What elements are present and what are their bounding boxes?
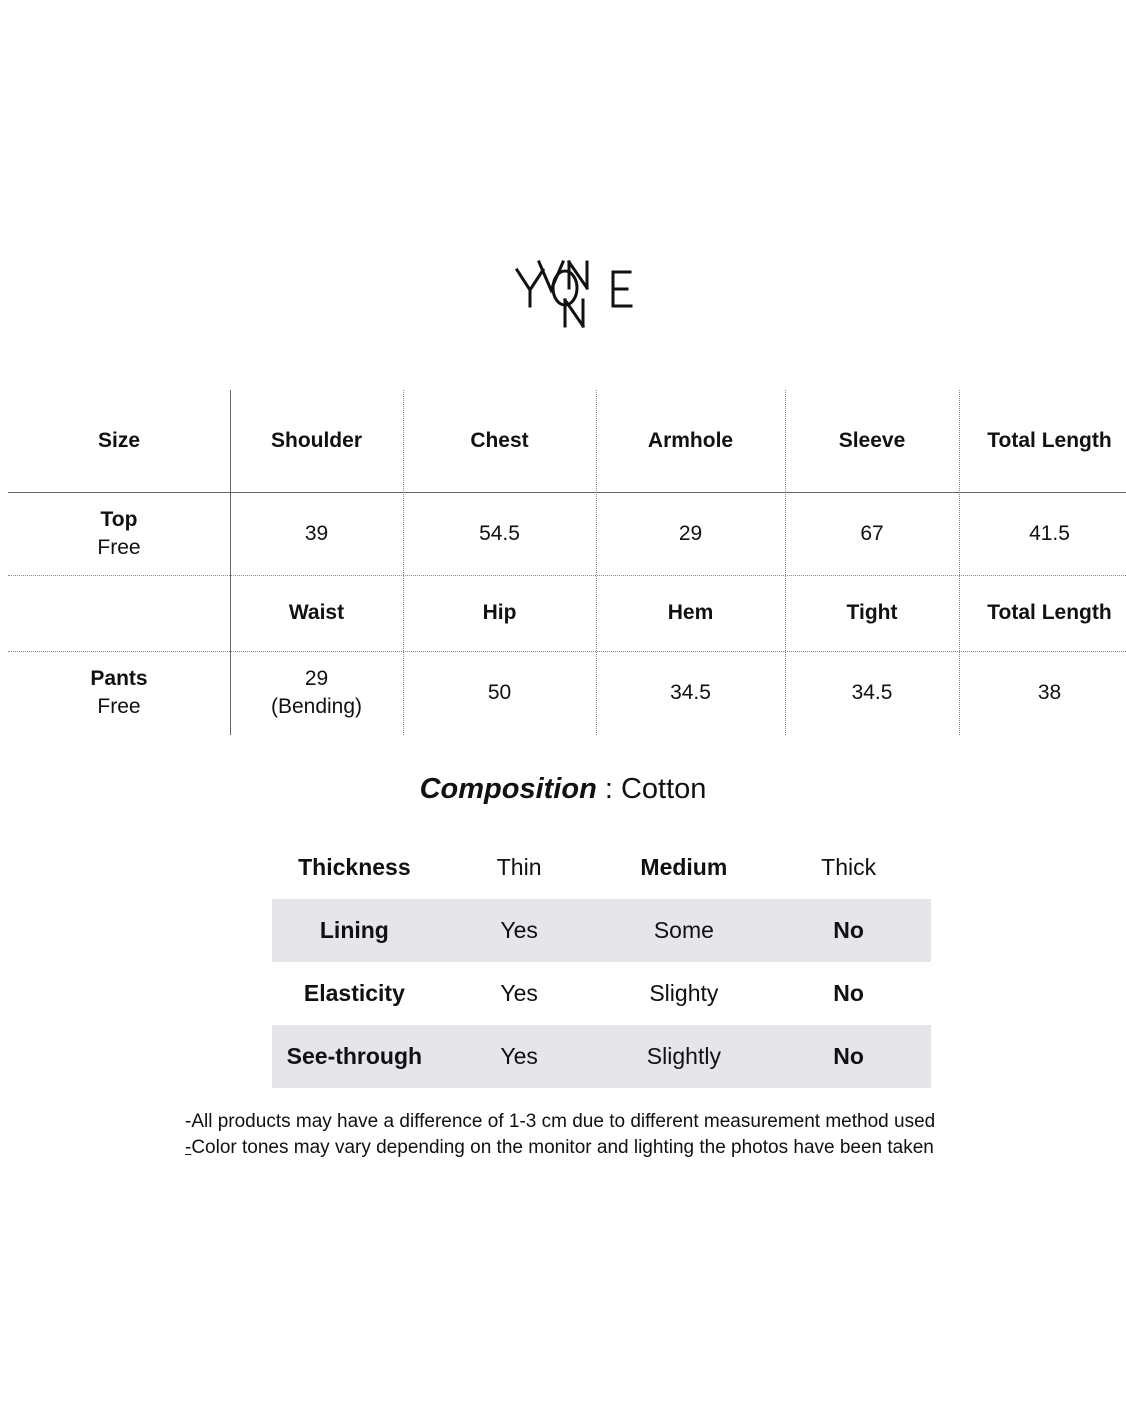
fabric-row-label: Thickness bbox=[298, 854, 411, 880]
header-sleeve: Sleeve bbox=[838, 429, 906, 452]
composition-separator: : bbox=[596, 773, 621, 805]
top-armhole-value: 29 bbox=[678, 521, 703, 545]
composition-label: Composition bbox=[419, 773, 597, 805]
header-chest: Chest bbox=[470, 429, 529, 452]
fabric-option: Yes bbox=[500, 980, 538, 1006]
fabric-option: Thick bbox=[821, 854, 877, 880]
note-color-text: Color tones may vary depending on the monitor and lighting the photos have been taken bbox=[191, 1137, 934, 1158]
pants-tight-value: 34.5 bbox=[851, 681, 893, 704]
top-sleeve-value: 67 bbox=[860, 521, 884, 545]
header-tight: Tight bbox=[846, 601, 898, 624]
fabric-option-selected: No bbox=[833, 980, 864, 1006]
size-chart-table bbox=[8, 390, 1126, 735]
top-size-free: Free bbox=[97, 535, 141, 559]
header-armhole: Armhole bbox=[647, 429, 734, 452]
header-hem: Hem bbox=[667, 601, 714, 624]
header-size: Size bbox=[97, 429, 141, 452]
fabric-option-selected: Medium bbox=[640, 854, 728, 880]
top-shoulder-value: 39 bbox=[304, 521, 329, 545]
fabric-properties-table bbox=[272, 836, 931, 1088]
header-hip: Hip bbox=[482, 601, 517, 624]
note-color-tones bbox=[185, 1135, 935, 1161]
fabric-row-lining bbox=[272, 899, 931, 962]
header-pants-total-length: Total Length bbox=[987, 601, 1112, 624]
header-shoulder: Shoulder bbox=[270, 429, 362, 452]
fabric-row-label: Lining bbox=[319, 917, 389, 943]
waist-note: (Bending) bbox=[270, 695, 363, 718]
pants-total-length-value: 38 bbox=[1037, 681, 1062, 704]
fabric-option: Yes bbox=[500, 917, 538, 943]
top-total-length-value: 41.5 bbox=[1029, 521, 1070, 545]
fabric-row-thickness bbox=[272, 836, 931, 899]
fabric-option-selected: No bbox=[833, 917, 864, 943]
waist-number: 29 bbox=[304, 667, 329, 690]
fabric-option: Slightly bbox=[646, 1043, 721, 1069]
pants-hem-value: 34.5 bbox=[670, 681, 711, 704]
fabric-option: Yes bbox=[500, 1043, 538, 1069]
fabric-row-elasticity bbox=[272, 962, 931, 1025]
fabric-row-see-through bbox=[272, 1025, 931, 1088]
row-label-pants bbox=[8, 651, 230, 735]
note-measurement: -All products may have a difference of 1-3 cm due to different measurement method used bbox=[185, 1111, 936, 1132]
disclaimer-notes bbox=[185, 1109, 935, 1161]
header-waist: Waist bbox=[288, 601, 345, 624]
pants-size-free: Free bbox=[97, 695, 141, 718]
fabric-option: Thin bbox=[496, 854, 542, 880]
pants-waist-value bbox=[230, 651, 403, 735]
pants-hip-value: 50 bbox=[487, 681, 512, 704]
row-label-top bbox=[8, 492, 230, 575]
header-total-length: Total Length bbox=[987, 429, 1112, 452]
composition-line bbox=[0, 770, 1126, 808]
fabric-row-label: See-through bbox=[286, 1043, 423, 1069]
fabric-option: Some bbox=[653, 917, 714, 943]
top-label: Top bbox=[100, 507, 138, 531]
fabric-row-label: Elasticity bbox=[303, 980, 405, 1006]
note-dash: - bbox=[185, 1137, 192, 1158]
pants-label: Pants bbox=[90, 667, 148, 690]
top-chest-value: 54.5 bbox=[479, 521, 520, 545]
fabric-option-selected: No bbox=[833, 1043, 864, 1069]
composition-value: Cotton bbox=[620, 773, 707, 805]
fabric-option: Slighty bbox=[649, 980, 719, 1006]
brand-monogram-logo bbox=[513, 258, 635, 334]
